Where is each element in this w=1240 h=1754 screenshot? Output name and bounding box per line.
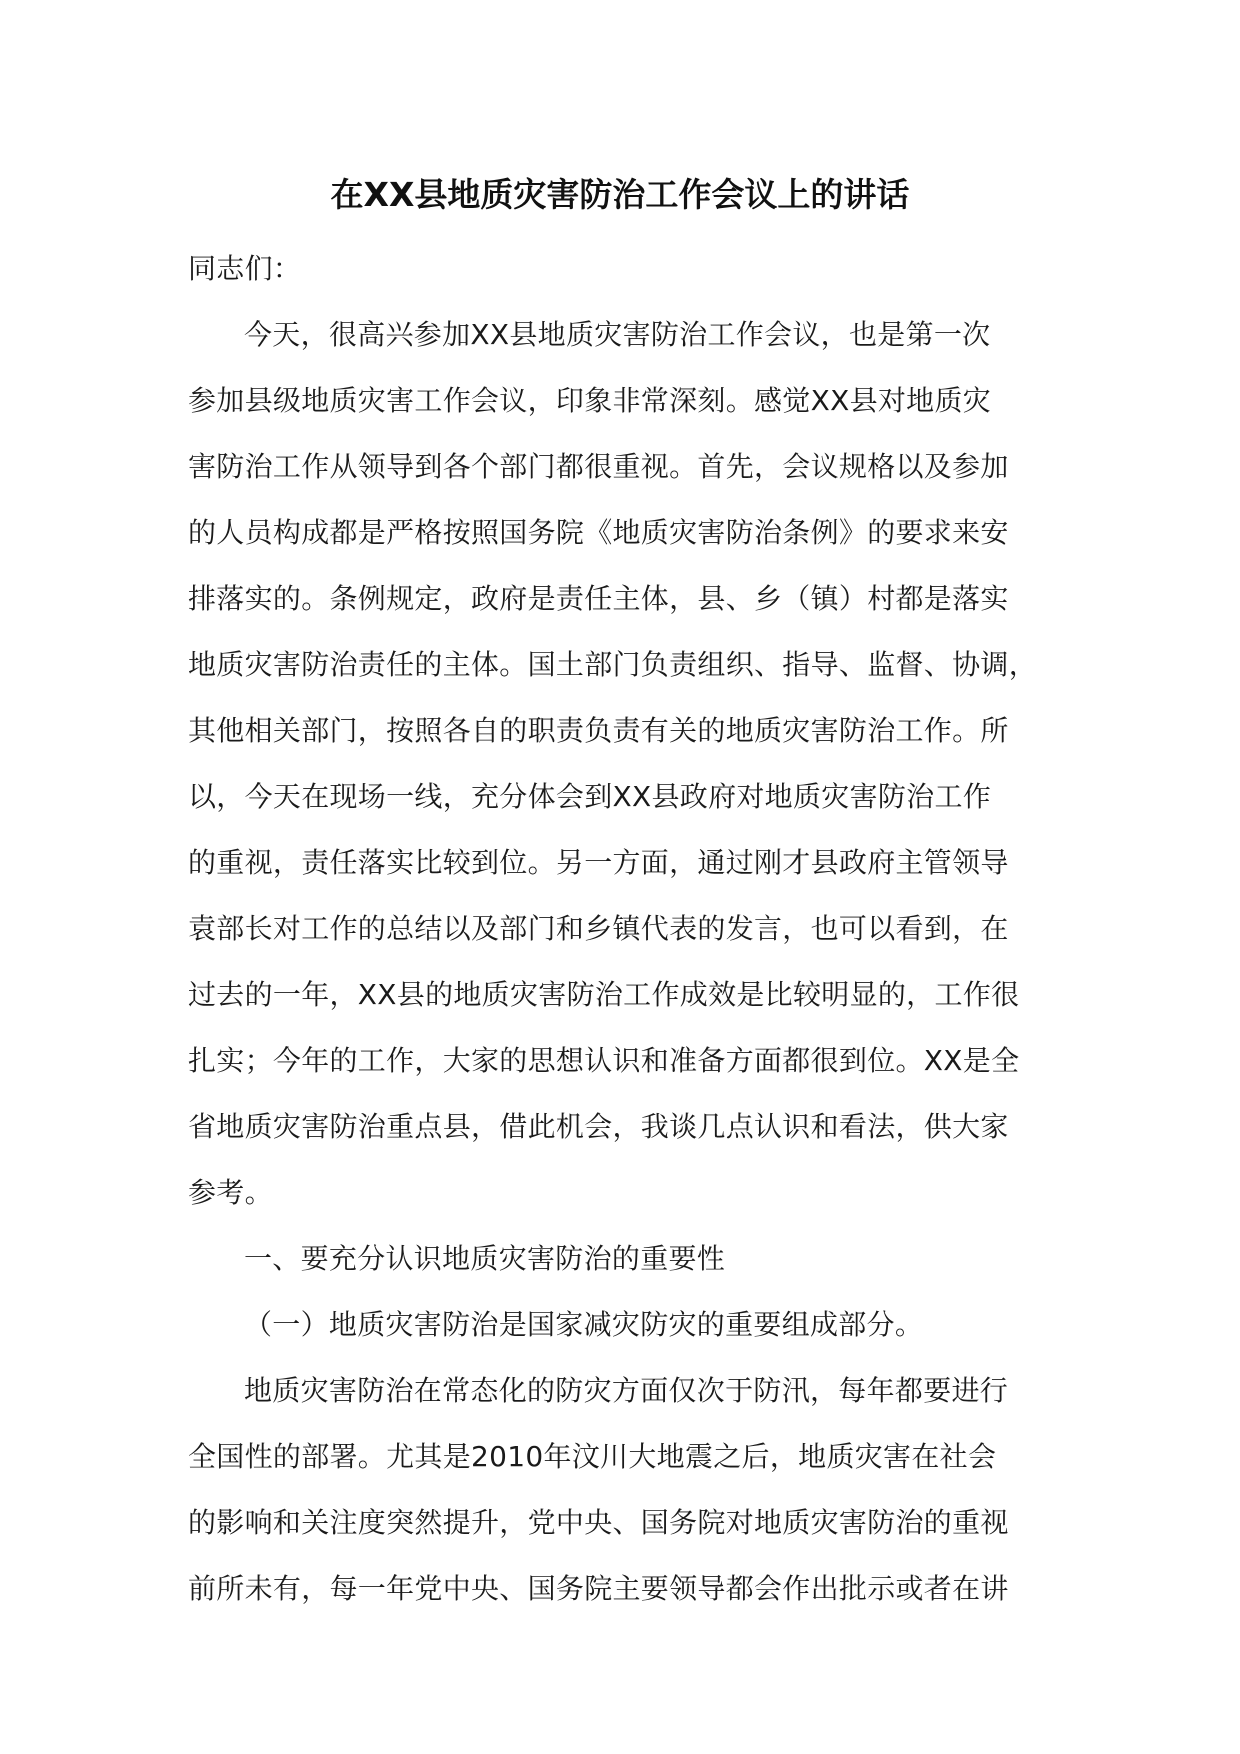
document-body bbox=[188, 236, 1068, 1622]
subsection-heading: （一）地质灾害防治是国家减灾防灾的重要组成部分。 bbox=[244, 1308, 924, 1341]
paragraph-line: 的影响和关注度突然提升，党中央、国务院对地质灾害防治的重视 bbox=[188, 1506, 1009, 1539]
paragraph-line: 全国性的部署。尤其是2010年汶川大地震之后，地质灾害在社会 bbox=[188, 1440, 997, 1473]
salutation: 同志们： bbox=[188, 252, 302, 285]
document-title: 在XX县地质灾害防治工作会议上的讲话 bbox=[330, 175, 910, 214]
paragraph-line: 害防治工作从领导到各个部门都很重视。首先，会议规格以及参加 bbox=[188, 450, 1009, 483]
paragraph-line: 参考。 bbox=[188, 1176, 273, 1209]
paragraph-line: 其他相关部门，按照各自的职责负责有关的地质灾害防治工作。所 bbox=[188, 714, 1009, 747]
paragraph-line: 的人员构成都是严格按照国务院《地质灾害防治条例》的要求来安 bbox=[188, 516, 1009, 549]
paragraph-line: 地质灾害防治在常态化的防灾方面仅次于防汛，每年都要进行 bbox=[244, 1374, 1009, 1407]
paragraph-line: 今天，很高兴参加XX县地质灾害防治工作会议，也是第一次 bbox=[244, 318, 991, 351]
paragraph-line: 前所未有，每一年党中央、国务院主要领导都会作出批示或者在讲 bbox=[188, 1572, 1009, 1605]
section-heading: 一、要充分认识地质灾害防治的重要性 bbox=[244, 1242, 726, 1275]
paragraph-line: 过去的一年，XX县的地质灾害防治工作成效是比较明显的，工作很 bbox=[188, 978, 1020, 1011]
paragraph-line: 地质灾害防治责任的主体。国土部门负责组织、指导、监督、协调， bbox=[188, 648, 1038, 681]
paragraph-line: 排落实的。条例规定，政府是责任主体，县、乡（镇）村都是落实 bbox=[188, 582, 1009, 615]
paragraph-line: 袁部长对工作的总结以及部门和乡镇代表的发言，也可以看到，在 bbox=[188, 912, 1009, 945]
paragraph-line: 省地质灾害防治重点县，借此机会，我谈几点认识和看法，供大家 bbox=[188, 1110, 1009, 1143]
paragraph-line: 的重视，责任落实比较到位。另一方面，通过刚才县政府主管领导 bbox=[188, 846, 1009, 879]
paragraph-line: 以，今天在现场一线，充分体会到XX县政府对地质灾害防治工作 bbox=[188, 780, 992, 813]
paragraph-line: 参加县级地质灾害工作会议，印象非常深刻。感觉XX县对地质灾 bbox=[188, 384, 992, 417]
paragraph-line: 扎实；今年的工作，大家的思想认识和准备方面都很到位。XX是全 bbox=[188, 1044, 1020, 1077]
